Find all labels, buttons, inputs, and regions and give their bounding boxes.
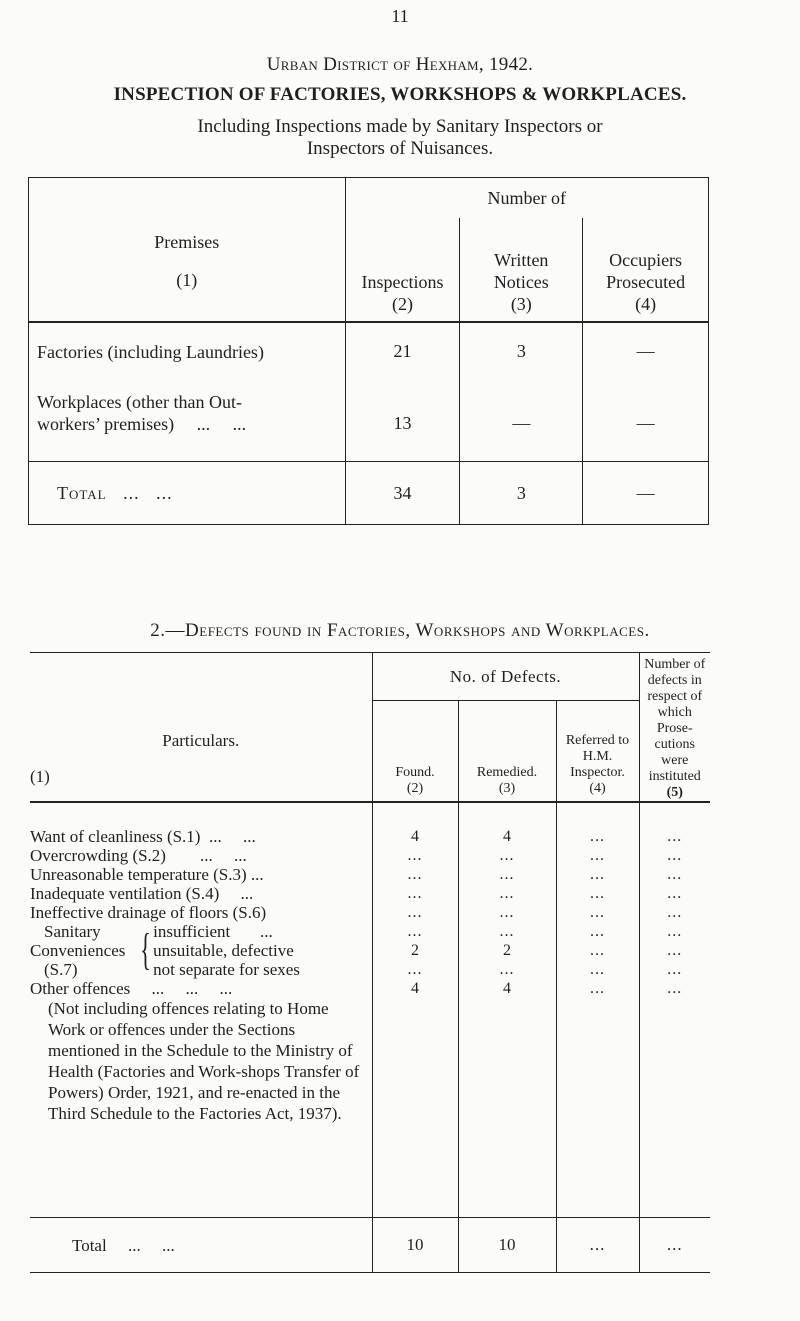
cell-prosecutions: ...	[667, 942, 683, 959]
cell-prosecutions: ...	[667, 961, 683, 978]
row-prosecuted: —	[583, 322, 709, 391]
particulars-label: Particulars.	[162, 731, 240, 750]
sanitary-label-1: Sanitary	[44, 922, 101, 941]
table-row	[29, 391, 709, 462]
particulars-col-num: (1)	[30, 767, 50, 786]
inspections-label: Inspections	[361, 272, 444, 292]
report-subheading	[0, 116, 800, 160]
cell-prosecutions: ...	[667, 904, 683, 921]
cell-remedied: 4	[503, 980, 511, 997]
page-number: 11	[391, 6, 409, 26]
remedied-column	[458, 802, 556, 1218]
list-item: Ineffective drainage of floors (S.6)	[30, 903, 267, 922]
cell-found: ...	[407, 923, 423, 940]
other-offences-note: (Not including offences relating to Home Work or offences under the Sections mentioned in the Schedule to the Ministry of Health (Factories and Work-shops Transfer of Powers) Order, 1921, and re-enacted in the Third Schedule to the Factories Act, 1937).	[48, 999, 360, 1123]
written-notices-label-2: Notices	[493, 272, 549, 292]
inspections-col-num: (2)	[392, 294, 414, 314]
total-row	[29, 462, 709, 525]
cell-referred: ...	[590, 980, 605, 997]
prosecutions-column	[639, 802, 710, 1218]
list-item: Unreasonable temperature (S.3) ...	[30, 865, 264, 884]
row-label-line-2: workers’ premises) ... ...	[37, 414, 247, 434]
cell-prosecutions: ...	[667, 885, 683, 902]
remedied-label: Remedied.	[476, 765, 538, 780]
list-item: Overcrowding (S.2) ... ...	[30, 846, 247, 865]
prosecutions-label-3: respect of	[647, 689, 703, 704]
cell-found: ...	[407, 904, 423, 921]
premises-label: Premises	[154, 232, 220, 252]
total-referred: ...	[556, 1218, 639, 1273]
total-prosecutions: ...	[639, 1218, 710, 1273]
prosecutions-col-num: (5)	[666, 785, 683, 800]
premises-header	[29, 178, 346, 323]
cell-referred: ...	[590, 847, 605, 864]
occupiers-col-num: (4)	[635, 294, 657, 314]
found-col-num: (2)	[406, 781, 424, 796]
prosecutions-header	[639, 653, 710, 803]
subheading-line-2: Inspectors of Nuisances.	[306, 138, 494, 159]
row-notices: —	[460, 391, 583, 462]
table-row	[29, 322, 709, 391]
occupiers-label-1: Occupiers	[609, 250, 683, 270]
sanitary-conveniences-group	[30, 922, 372, 979]
prosecutions-label-2: defects in	[647, 673, 702, 688]
cell-prosecutions: ...	[667, 923, 683, 940]
cell-referred: ...	[590, 904, 605, 921]
written-notices-header	[460, 218, 583, 322]
cell-found: ...	[407, 866, 423, 883]
cell-found: ...	[407, 847, 423, 864]
occupiers-prosecuted-header	[583, 218, 709, 322]
cell-found: 4	[411, 828, 419, 845]
list-item: not separate for sexes	[153, 960, 300, 979]
cell-found: 4	[411, 980, 419, 997]
total-prosecuted: —	[583, 462, 709, 525]
total-label: Total ... ...	[30, 1218, 372, 1273]
particulars-header	[30, 653, 372, 803]
found-header	[372, 701, 458, 802]
total-label: Total ... ...	[29, 462, 346, 525]
list-item: insufficient ...	[153, 922, 273, 941]
occupiers-label-2: Prosecuted	[606, 272, 686, 292]
cell-referred: ...	[590, 885, 605, 902]
cell-prosecutions: ...	[667, 828, 683, 845]
referred-col-num: (4)	[589, 781, 606, 796]
referred-label-3: Inspector.	[570, 765, 625, 780]
prosecutions-label-5: cutions were	[654, 737, 695, 768]
no-of-defects-header: No. of Defects.	[372, 653, 639, 701]
total-row	[30, 1218, 710, 1273]
number-of-header: Number of	[345, 178, 708, 219]
inspections-table	[28, 177, 709, 525]
inspections-header	[345, 218, 460, 322]
cell-remedied: ...	[499, 885, 515, 902]
cell-found: ...	[407, 885, 423, 902]
cell-remedied: ...	[499, 904, 515, 921]
written-notices-label-1: Written	[494, 250, 549, 270]
written-notices-col-num: (3)	[510, 294, 532, 314]
cell-referred: ...	[590, 961, 605, 978]
row-label: Factories (including Laundries)	[29, 322, 346, 391]
row-inspections: 21	[345, 322, 460, 391]
found-column	[372, 802, 458, 1218]
report-heading: INSPECTION OF FACTORIES, WORKSHOPS & WORKPLACES.	[113, 84, 687, 105]
referred-label-1: Referred to	[565, 733, 630, 748]
total-remedied: 10	[458, 1218, 556, 1273]
defects-body	[30, 802, 710, 1218]
cell-found: 2	[411, 942, 419, 959]
referred-header	[556, 701, 639, 802]
referred-label-2: H.M.	[582, 749, 613, 764]
list-item: Inadequate ventilation (S.4) ...	[30, 884, 254, 903]
total-notices: 3	[460, 462, 583, 525]
premises-col-num: (1)	[176, 270, 198, 290]
defects-table	[30, 652, 710, 1273]
section-2-title: 2.—Defects found in Factories, Workshops and Workplaces.	[150, 620, 650, 641]
prosecutions-label-1: Number of	[644, 657, 706, 672]
cell-referred: ...	[590, 828, 605, 845]
remedied-col-num: (3)	[498, 781, 516, 796]
found-label: Found.	[395, 765, 435, 780]
total-inspections: 34	[345, 462, 460, 525]
remedied-header	[458, 701, 556, 802]
row-label	[29, 391, 346, 462]
referred-column	[556, 802, 639, 1218]
cell-prosecutions: ...	[667, 847, 683, 864]
cell-prosecutions: ...	[667, 980, 683, 997]
subheading-line-1: Including Inspections made by Sanitary Inspectors or	[197, 116, 603, 137]
row-prosecuted: —	[583, 391, 709, 462]
cell-remedied: 2	[503, 942, 511, 959]
cell-remedied: ...	[499, 923, 515, 940]
cell-prosecutions: ...	[667, 866, 683, 883]
prosecutions-label-4: which Prose-	[656, 705, 693, 736]
cell-referred: ...	[590, 866, 605, 883]
sanitary-label	[30, 922, 138, 979]
total-found: 10	[372, 1218, 458, 1273]
row-label-line-1: Workplaces (other than Out-	[37, 392, 242, 412]
particulars-column	[30, 802, 372, 1218]
sanitary-label-2: Conveniences	[30, 941, 126, 960]
list-item: Other offences ... ... ...	[30, 979, 233, 998]
document-title: Urban District of Hexham, 1942.	[266, 54, 534, 75]
cell-remedied: ...	[499, 866, 515, 883]
sanitary-sublabels	[153, 922, 300, 979]
cell-remedied: ...	[499, 961, 515, 978]
row-inspections: 13	[345, 391, 460, 462]
cell-found: ...	[407, 961, 423, 978]
cell-referred: ...	[590, 942, 605, 959]
cell-remedied: 4	[503, 828, 511, 845]
list-item: unsuitable, defective	[153, 941, 294, 960]
cell-remedied: ...	[499, 847, 515, 864]
list-item: Want of cleanliness (S.1) ... ...	[30, 827, 256, 846]
brace-glyph: {	[140, 925, 151, 974]
sanitary-label-3: (S.7)	[44, 960, 78, 979]
row-notices: 3	[460, 322, 583, 391]
prosecutions-label-6: instituted	[648, 769, 701, 784]
cell-referred: ...	[590, 923, 605, 940]
